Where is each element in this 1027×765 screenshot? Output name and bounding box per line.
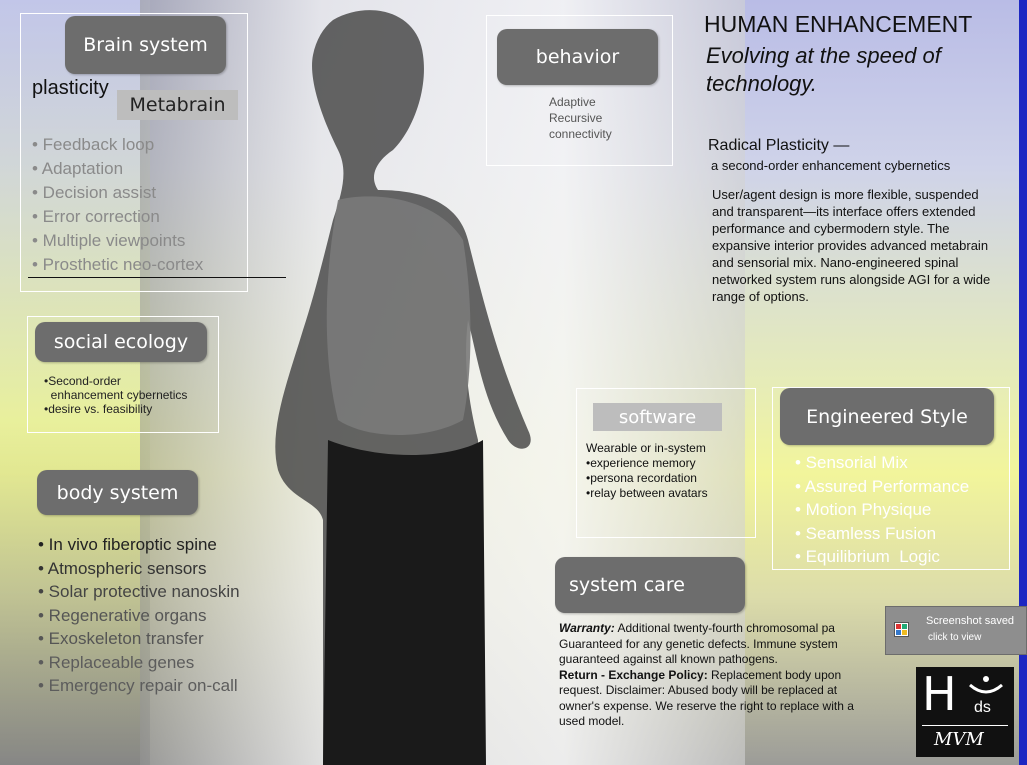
list-item: • Solar protective nanoskin [38,582,240,601]
list-item: • Multiple viewpoints [32,231,186,250]
plasticity-label: plasticity [32,77,109,99]
engineered-style-pill: Engineered Style [780,388,994,445]
social-list [44,374,187,416]
radical-body: User/agent design is more flexible, suspended and transparent—its interface offers extended performance and cybermodern style. The expansive interior provides advanced metabrain and sensorial mix. Nano-engineered spinal networked system runs alongside AGI for a wide range of options. [712,187,991,304]
behavior-line: connectivity [549,127,612,141]
divider-line [28,277,286,278]
logo-ds: ds [974,699,991,716]
toast-title: Screenshot saved [926,615,1015,627]
list-item: • Replaceable genes [38,652,195,672]
list-item: • Assured Performance [795,476,970,496]
list-item: •experience memory [586,456,696,470]
software-text [586,441,708,501]
list-item: • Decision assist [32,183,157,202]
list-item: • Error correction [32,207,160,226]
list-item: • Adaptation [32,159,124,178]
page-subtitle-line2: technology. [706,71,817,96]
software-pill: software [593,403,722,431]
list-item: enhancement cybernetics [44,388,188,402]
return-text: Replacement body upon [707,667,842,682]
body-system-pill: body system [37,470,198,515]
warranty-text: Additional twenty-fourth chromosomal pa [614,621,835,635]
toast-subtitle[interactable]: click to view [928,632,982,643]
list-item: • Motion Physique [795,500,932,519]
brain-list [32,133,203,277]
logo-signature: MVM [934,729,984,750]
logo-rule [922,725,1008,726]
list-item: • In vivo fiberoptic spine [38,535,217,554]
care-line: request. Disclaimer: Abused body will be replaced at [559,683,838,697]
social-ecology-pill: social ecology [35,322,207,362]
return-label: Return - Exchange Policy: [559,667,708,682]
warranty-label: Warranty: [559,621,615,635]
software-intro: Wearable or in-system [586,441,706,455]
behavior-pill: behavior [497,29,658,85]
system-care-pill: system care [555,557,745,613]
list-item: • Emergency repair on-call [38,676,238,695]
hds-logo [916,667,1014,757]
care-line: Guaranteed for any genetic defects. Immune system [559,636,838,651]
engineered-list [795,451,969,569]
list-item: • Regenerative organs [38,605,207,625]
behavior-text [549,94,612,142]
list-item: • Exoskeleton transfer [38,629,204,648]
list-item: • Atmospheric sensors [38,558,207,578]
list-item: •relay between avatars [586,486,708,500]
radical-subheading: a second-order enhancement cybernetics [711,158,951,173]
list-item: • Seamless Fusion [795,523,937,543]
radical-heading: Radical Plasticity — [708,137,850,154]
care-line: used model. [559,714,625,728]
image-icon [894,622,909,637]
page-title: HUMAN ENHANCEMENT [704,11,973,37]
body-list [38,533,240,698]
list-item: • Sensorial Mix [795,453,908,472]
list-item: •desire vs. feasibility [44,402,153,416]
list-item: • Prosthetic neo-cortex [32,255,204,274]
care-line: owner's expense. We reserve the right to replace with a [559,698,854,713]
smile-icon [966,673,1006,699]
list-item: • Equilibrium Logic [795,547,940,566]
list-item: •persona recordation [586,471,697,485]
logo-letter: H [922,667,957,721]
system-care-text [559,621,884,730]
screenshot-saved-toast[interactable] [885,606,1027,655]
care-line: guaranteed against all known pathogens. [559,652,778,666]
metabrain-pill: Metabrain [117,90,238,120]
list-item: • Feedback loop [32,135,155,154]
list-item: •Second-order [44,374,121,388]
behavior-line: Recursive [549,111,603,125]
behavior-line: Adaptive [549,95,596,109]
brain-system-pill: Brain system [65,16,226,74]
page-subtitle-line1: Evolving at the speed of [706,43,941,68]
